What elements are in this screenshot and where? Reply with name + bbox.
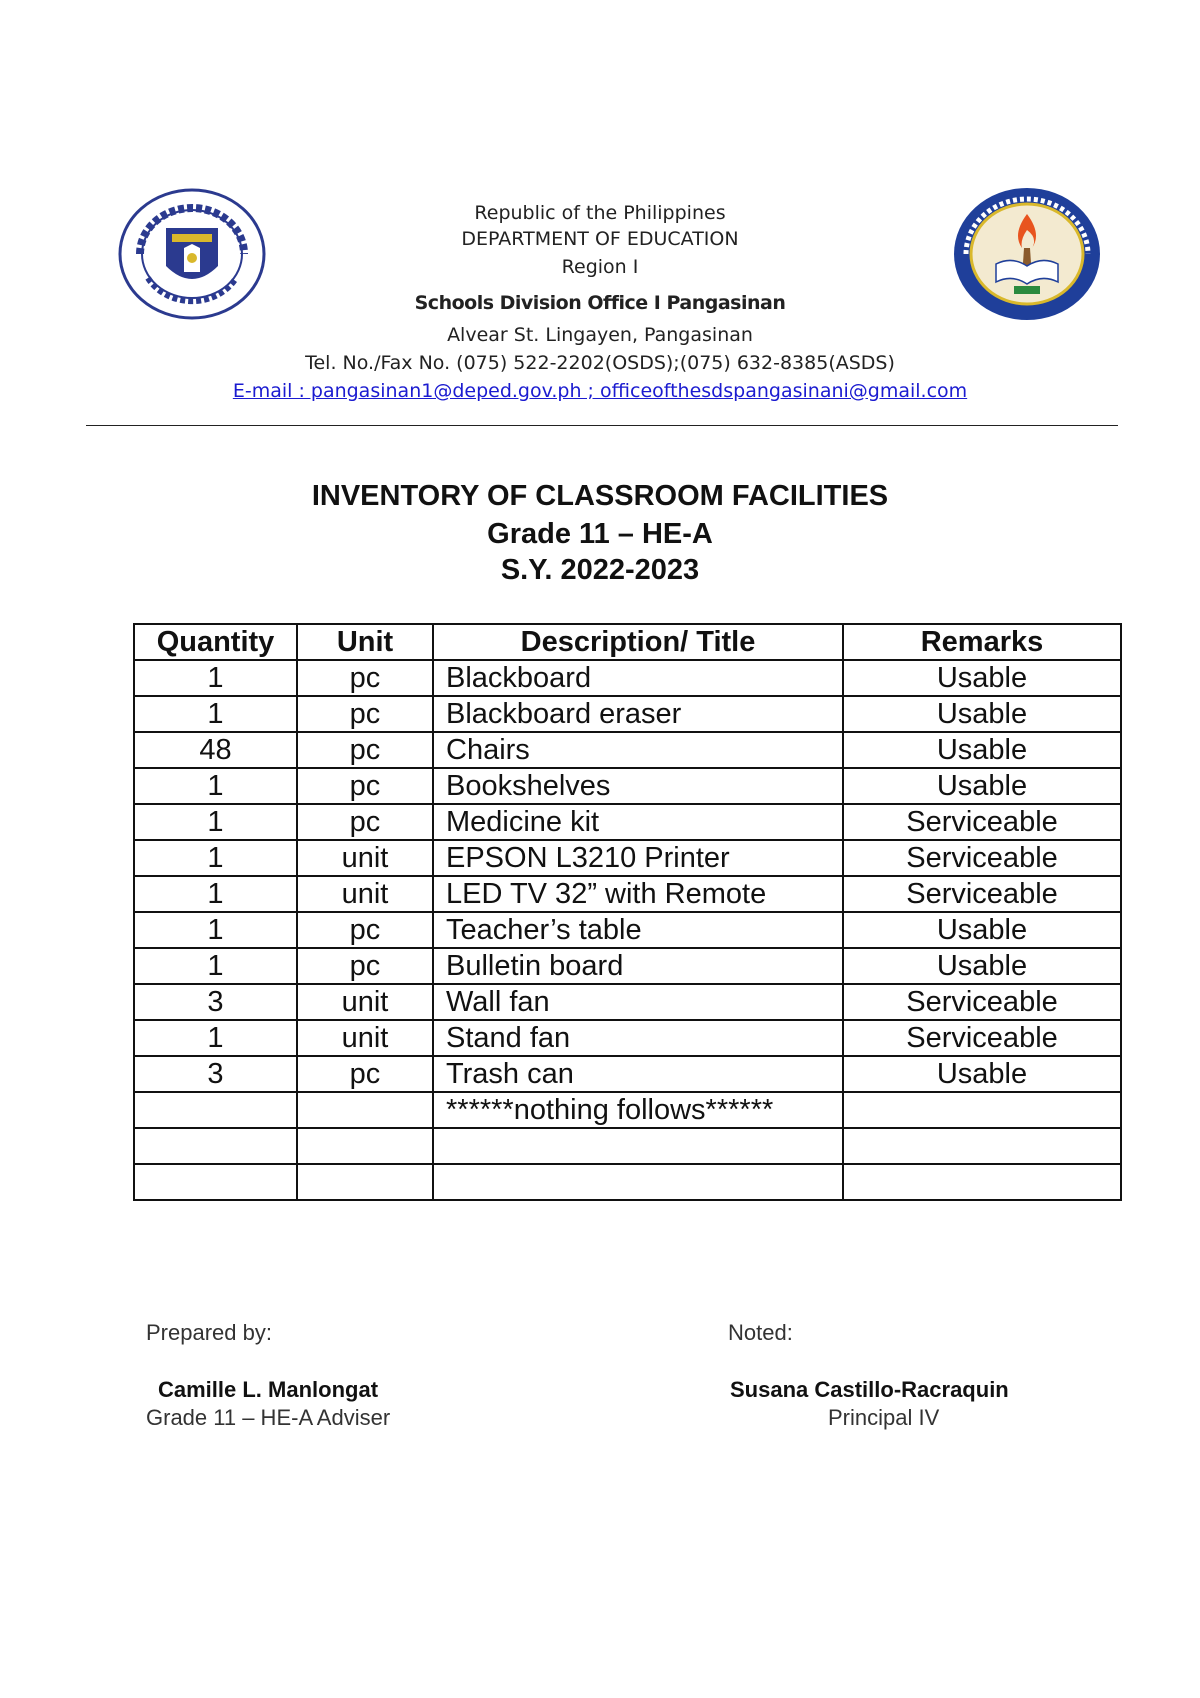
table-row [134,1020,1121,1056]
noted-by-name: Susana Castillo-Racraquin [730,1377,1009,1402]
table-row [134,1164,1121,1200]
cell-remarks: Usable [843,696,1121,732]
cell-description: Bookshelves [433,768,843,804]
cell-unit: pc [297,732,433,768]
column-header-remarks: Remarks [843,624,1121,660]
cell-unit: pc [297,912,433,948]
noted-by-label: Noted: [728,1320,793,1345]
cell-remarks: Usable [843,768,1121,804]
table-row [134,660,1121,696]
table-row [134,696,1121,732]
cell-quantity [134,1092,297,1128]
header-address: Alvear St. Lingayen, Pangasinan [447,324,753,346]
cell-description: Stand fan [433,1020,843,1056]
cell-unit: pc [297,804,433,840]
prepared-by-position: Grade 11 – HE-A Adviser [146,1405,391,1430]
cell-remarks: Usable [843,732,1121,768]
table-row [134,804,1121,840]
cell-description: Bulletin board [433,948,843,984]
cell-quantity: 48 [134,732,297,768]
cell-unit: pc [297,1056,433,1092]
table-row [134,732,1121,768]
cell-remarks: Serviceable [843,840,1121,876]
cell-quantity: 1 [134,1020,297,1056]
table-row [134,840,1121,876]
cell-description: Blackboard [433,660,843,696]
document-section: Grade 11 – HE-A [487,518,713,550]
header-email-link[interactable]: E-mail : pangasinan1@deped.gov.ph ; officeofthesdspangasinani@gmail.com [232,380,968,402]
cell-remarks: Usable [843,660,1121,696]
cell-remarks: Serviceable [843,984,1121,1020]
prepared-by-label: Prepared by: [146,1320,272,1345]
cell-description: Wall fan [433,984,843,1020]
cell-remarks [843,1164,1121,1200]
cell-quantity: 1 [134,840,297,876]
cell-remarks [843,1092,1121,1128]
cell-description [433,1164,843,1200]
cell-description: Teacher’s table [433,912,843,948]
cell-unit: unit [297,1020,433,1056]
cell-remarks: Serviceable [843,1020,1121,1056]
cell-remarks: Usable [843,1056,1121,1092]
cell-quantity: 1 [134,660,297,696]
cell-quantity: 1 [134,948,297,984]
cell-unit [297,1164,433,1200]
table-row [134,1092,1121,1128]
document-title: INVENTORY OF CLASSROOM FACILITIES [311,480,889,512]
cell-unit [297,1092,433,1128]
cell-description: LED TV 32” with Remote [433,876,843,912]
cell-unit: pc [297,660,433,696]
header-republic: Republic of the Philippines [474,202,726,224]
header-telephone: Tel. No./Fax No. (075) 522-2202(OSDS);(075) 632-8385(ASDS) [305,352,895,374]
table-row [134,876,1121,912]
cell-remarks: Serviceable [843,804,1121,840]
cell-quantity: 3 [134,984,297,1020]
cell-remarks: Serviceable [843,876,1121,912]
cell-remarks [843,1128,1121,1164]
table-row [134,948,1121,984]
cell-quantity: 3 [134,1056,297,1092]
column-header-unit: Unit [297,624,433,660]
cell-description [433,1128,843,1164]
prepared-by-name: Camille L. Manlongat [158,1377,379,1402]
cell-unit: unit [297,876,433,912]
cell-unit [297,1128,433,1164]
cell-description: EPSON L3210 Printer [433,840,843,876]
cell-unit: pc [297,696,433,732]
cell-unit: pc [297,948,433,984]
cell-description: Blackboard eraser [433,696,843,732]
table-row [134,984,1121,1020]
cell-unit: unit [297,840,433,876]
column-header-quantity: Quantity [134,624,297,660]
document-school-year: S.Y. 2022-2023 [500,554,700,586]
cell-description: Chairs [433,732,843,768]
cell-description: Trash can [433,1056,843,1092]
cell-description: Medicine kit [433,804,843,840]
table-row [134,1128,1121,1164]
header-region: Region I [561,256,639,278]
noted-by-position: Principal IV [828,1405,940,1430]
column-header-description: Description/ Title [433,624,843,660]
cell-remarks: Usable [843,912,1121,948]
cell-description: ******nothing follows****** [433,1092,843,1128]
cell-quantity [134,1128,297,1164]
cell-unit: unit [297,984,433,1020]
cell-quantity [134,1164,297,1200]
header-office: Schools Division Office I Pangasinan [414,292,786,314]
cell-remarks: Usable [843,948,1121,984]
table-row [134,1056,1121,1092]
table-row [134,912,1121,948]
cell-quantity: 1 [134,768,297,804]
header-divider [86,425,1118,426]
cell-unit: pc [297,768,433,804]
table-row [134,768,1121,804]
cell-quantity: 1 [134,876,297,912]
table-header-row [134,624,1121,660]
cell-quantity: 1 [134,912,297,948]
cell-quantity: 1 [134,696,297,732]
inventory-table [133,623,1122,1201]
cell-quantity: 1 [134,804,297,840]
header-department: DEPARTMENT OF EDUCATION [461,228,739,250]
